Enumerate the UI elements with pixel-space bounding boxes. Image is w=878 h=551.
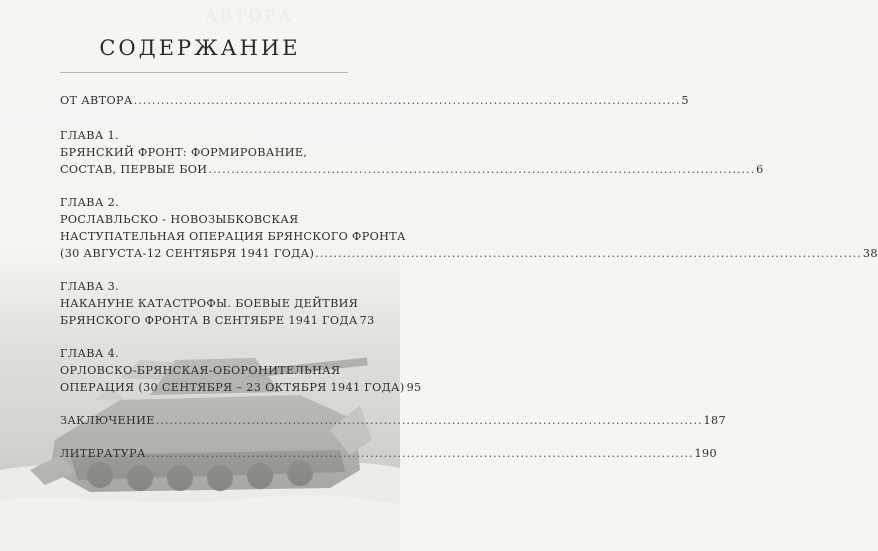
toc-entry-title-line: РОСЛАВЛЬСКО - НОВОЗЫБКОВСКАЯ [60,213,299,226]
toc-chapter-label: ГЛАВА 1. [60,129,119,142]
dot-leader: ........................................................................................................................ [208,163,756,176]
toc-entry-leader-line [60,161,764,178]
dot-leader: ........................................................................................................................ [315,247,862,260]
toc-entry[interactable] [60,92,689,109]
toc-entry[interactable] [60,194,878,262]
toc-entry[interactable] [60,345,422,396]
toc-entry-title: (30 АВГУСТА-12 СЕНТЯБРЯ 1941 ГОДА) [60,247,315,260]
dot-leader: ........................................................................................................................ [155,414,703,427]
toc-chapter-label: ГЛАВА 4. [60,347,119,360]
toc-chapter-label: ГЛАВА 3. [60,280,119,293]
toc-page-number: 6 [756,163,764,176]
toc-entry[interactable] [60,445,717,462]
toc-entry-title: СОСТАВ, ПЕРВЫЕ БОИ [60,163,208,176]
dot-leader: ........................................................................................................................ [146,447,694,460]
toc-page-number: 95 [406,381,422,394]
title-divider [60,72,348,73]
toc-entry-leader-line [60,379,422,396]
toc-entry-title: ЗАКЛЮЧЕНИЕ [60,414,155,427]
ghost-heading: АВТОРА [205,6,294,25]
toc-entry[interactable] [60,278,375,329]
page-title: СОДЕРЖАНИЕ [99,36,301,60]
toc-page-number: 190 [694,447,717,460]
toc-entry-title: БРЯНСКОГО ФРОНТА В СЕНТЯБРЕ 1941 ГОДА [60,314,358,327]
toc-entry-title-line: НАКАНУНЕ КАТАСТРОФЫ. БОЕВЫЕ ДЕЙТВИЯ [60,297,359,310]
toc-entry-leader-line [60,245,878,262]
toc-chapter-label: ГЛАВА 2. [60,196,119,209]
toc-page-number: 73 [359,314,375,327]
toc-entry-leader-line [60,445,717,462]
toc-entry-leader-line [60,312,375,329]
toc-entry-title-line: ОРЛОВСКО-БРЯНСКАЯ-ОБОРОНИТЕЛЬНАЯ [60,364,341,377]
toc-entry-title-line: НАСТУПАТЕЛЬНАЯ ОПЕРАЦИЯ БРЯНСКОГО ФРОНТА [60,230,406,243]
toc-entry-title: ОПЕРАЦИЯ (30 СЕНТЯБРЯ – 23 ОКТЯБРЯ 1941 ГОДА) [60,381,405,394]
toc-entry-title: ЛИТЕРАТУРА [60,447,146,460]
dot-leader: ........................................................................................................................ [133,94,681,107]
toc-entry[interactable] [60,412,726,429]
toc-entry-title: ОТ АВТОРА [60,94,133,107]
table-of-contents [60,92,878,462]
toc-page-number: 187 [703,414,726,427]
toc-page-number: 38 [862,247,878,260]
toc-entry[interactable] [60,127,764,178]
toc-entry-leader-line [60,412,726,429]
toc-entry-title-line: БРЯНСКИЙ ФРОНТ: ФОРМИРОВАНИЕ, [60,146,308,159]
toc-page-number: 5 [681,94,689,107]
toc-entry-leader-line [60,92,689,109]
